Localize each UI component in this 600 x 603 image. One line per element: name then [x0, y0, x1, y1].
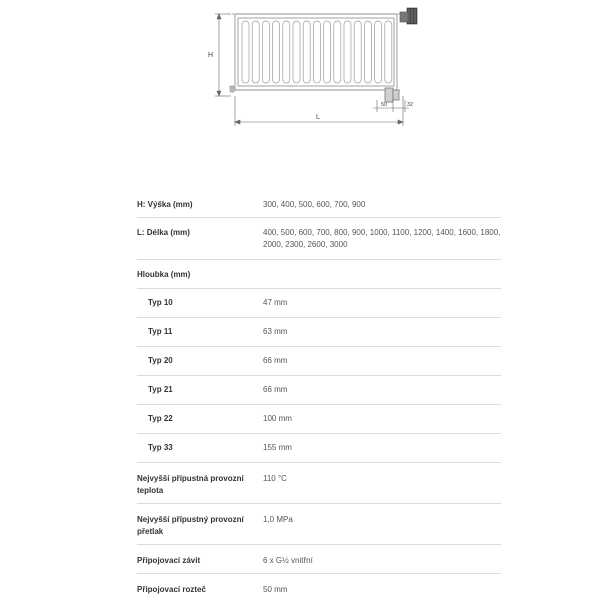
offset-label-50: 50 [381, 102, 388, 108]
radiator-fin [242, 21, 249, 83]
spec-label: Typ 33 [148, 443, 173, 452]
radiator-fin [334, 21, 341, 83]
spec-value: 155 mm [263, 443, 292, 452]
radiator-fins [242, 21, 392, 83]
radiator-fin [364, 21, 371, 83]
spec-label: L: Délka (mm) [137, 228, 190, 237]
spec-label: Nejvyšší přípustná provozní teplota [137, 474, 244, 495]
spec-row-type-22 [137, 405, 501, 434]
height-dimension [215, 14, 231, 96]
spec-label: Nejvyšší přípustný provozní přetlak [137, 515, 244, 536]
spec-row-depth [137, 260, 501, 289]
spec-row-connection-thread [137, 545, 501, 574]
spec-table [137, 190, 501, 603]
radiator-fin [252, 21, 259, 83]
radiator-fin [344, 21, 351, 83]
length-dimension [235, 96, 403, 126]
spec-value: 47 mm [263, 298, 288, 307]
spec-label: Typ 22 [148, 414, 173, 423]
radiator-fin [262, 21, 269, 83]
spec-value: 66 mm [263, 385, 288, 394]
radiator-inner-frame [238, 18, 394, 86]
spec-row-length [137, 218, 501, 260]
radiator-fin [283, 21, 290, 83]
spec-value: 66 mm [263, 356, 288, 365]
spec-row-type-21 [137, 376, 501, 405]
radiator-fin [354, 21, 361, 83]
offset-label-32: 32 [407, 102, 414, 108]
spec-label: Typ 11 [148, 327, 173, 336]
spec-label: Typ 20 [148, 356, 173, 365]
spec-row-max-temperature [137, 463, 501, 504]
radiator-fin [385, 21, 392, 83]
spec-value: 300, 400, 500, 600, 700, 900 [263, 200, 366, 209]
spec-label: H: Výška (mm) [137, 200, 193, 209]
spec-row-type-20 [137, 347, 501, 376]
spec-value: 400, 500, 600, 700, 800, 900, 1000, 1100, 1200, 1400, 1600, 1800, 2000, 2300, 2600, 3000 [263, 228, 501, 249]
length-label: L [316, 114, 320, 121]
spec-value: 110 °C [263, 474, 287, 483]
thermostatic-valve [400, 8, 417, 24]
radiator-fin [375, 21, 382, 83]
spec-value: 63 mm [263, 327, 288, 336]
height-label: H [208, 52, 214, 59]
spec-value: 50 mm [263, 585, 288, 594]
spec-row-height [137, 190, 501, 218]
spec-label: Typ 21 [148, 385, 173, 394]
spec-label: Připojovací závit [137, 556, 201, 565]
spec-value [263, 269, 501, 288]
bottom-connection [385, 88, 399, 102]
spec-label: Připojovací rozteč [137, 585, 206, 594]
spec-row-max-pressure [137, 504, 501, 545]
spec-label: Hloubka (mm) [137, 270, 191, 279]
radiator-fin [313, 21, 320, 83]
radiator-fin [293, 21, 300, 83]
spec-label: Typ 10 [148, 298, 173, 307]
radiator-drawing [195, 0, 425, 130]
spec-row-connection-pitch [137, 574, 501, 603]
radiator-fin [273, 21, 280, 83]
radiator-fin [303, 21, 310, 83]
spec-row-type-33 [137, 434, 501, 463]
radiator-fin [324, 21, 331, 83]
spec-value: 1,0 MPa [263, 515, 293, 524]
spec-row-type-10 [137, 289, 501, 318]
spec-value: 6 x G½ vnitřní [263, 556, 313, 565]
spec-value: 100 mm [263, 414, 292, 423]
spec-row-type-11 [137, 318, 501, 347]
